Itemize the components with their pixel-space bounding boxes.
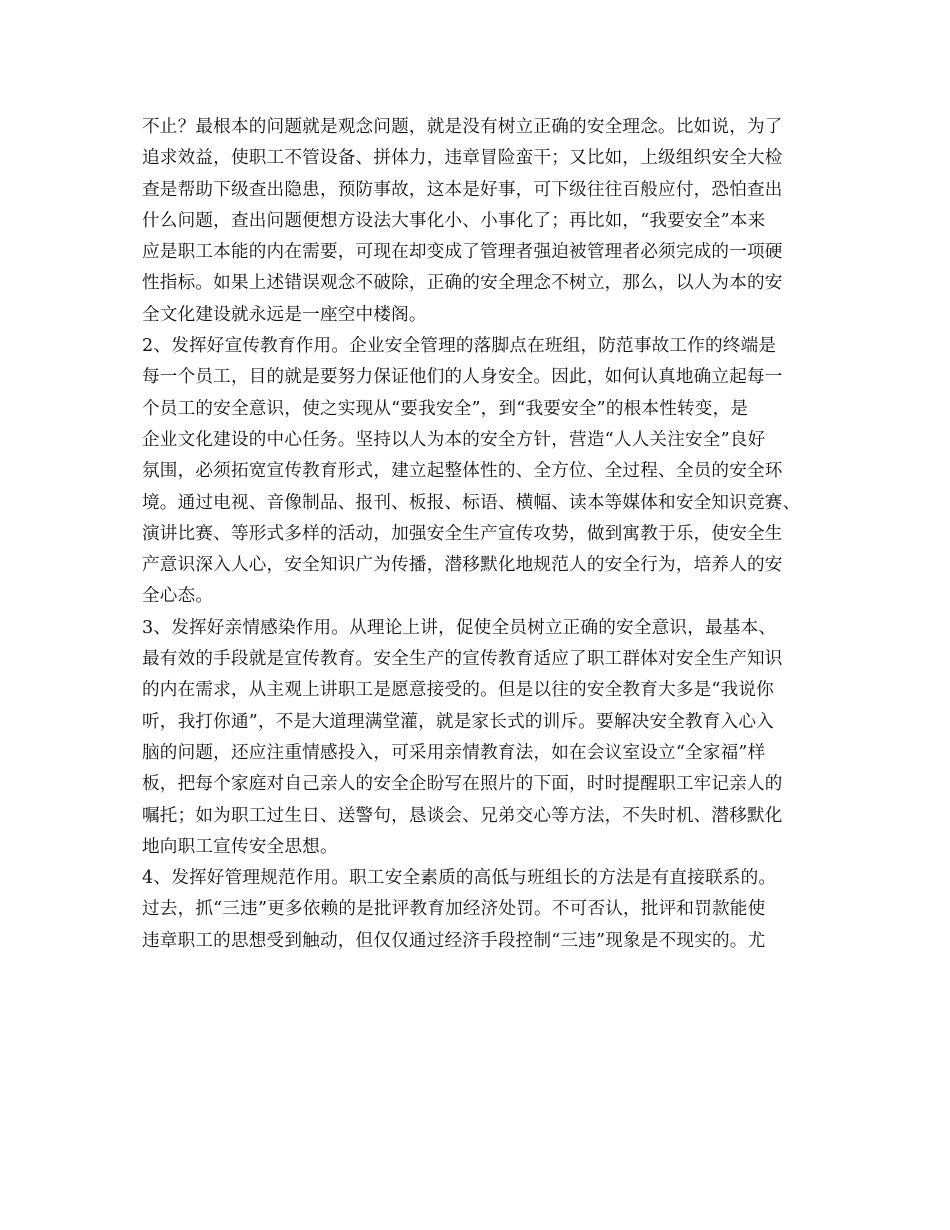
section-heading-line: 4、发挥好管理规范作用。职工安全素质的高低与班组长的方法是有直接联系的。 bbox=[142, 868, 777, 889]
text-line: 脑的问题，还应注重情感投入，可采用亲情教育法，如在会议室设立“全家福”样 bbox=[142, 742, 766, 763]
text-line: 个员工的安全意识，使之实现从“要我安全”，到“我要安全”的根本性转变，是 bbox=[142, 398, 749, 419]
text-line: 追求效益，使职工不管设备、拼体力，违章冒险蛮干；又比如，上级组织安全大检 bbox=[142, 148, 783, 169]
text-line: 性指标。如果上述错误观念不破除，正确的安全理念不树立，那么，以人为本的安 bbox=[142, 273, 783, 294]
text-line: 全文化建设就永远是一座空中楼阁。 bbox=[142, 304, 427, 325]
text-line: 境。通过电视、音像制品、报刊、板报、标语、横幅、读本等媒体和安全知识竞赛、 bbox=[142, 492, 801, 513]
text-line: 违章职工的思想受到触动，但仅仅通过经济手段控制“三违”现象是不现实的。尤 bbox=[142, 930, 766, 951]
text-line: 查是帮助下级查出隐患，预防事故，这本是好事，可下级往往百般应付，恐怕查出 bbox=[142, 179, 783, 200]
text-line: 的内在需求，从主观上讲职工是愿意接受的。但是以往的安全教育大多是“我说你 bbox=[142, 680, 774, 701]
text-line: 什么问题，查出问题便想方设法大事化小、小事化了；再比如，“我要安全”本来 bbox=[142, 210, 766, 231]
document-body bbox=[142, 112, 832, 957]
text-line: 地向职工宣传安全思想。 bbox=[142, 836, 338, 857]
text-line: 板，把每个家庭对自己亲人的安全企盼写在照片的下面，时时提醒职工牢记亲人的 bbox=[142, 774, 783, 795]
text-line: 每一个员工，目的就是要努力保证他们的人身安全。因此，如何认真地确立起每一 bbox=[142, 367, 783, 388]
text-line: 企业文化建设的中心任务。坚持以人为本的安全方针，营造“人人关注安全”良好 bbox=[142, 429, 766, 450]
text-line: 听，我打你通”，不是大道理满堂灌，就是家长式的训斥。要解决安全教育入心入 bbox=[142, 711, 774, 732]
section-heading-line: 3、发挥好亲情感染作用。从理论上讲，促使全员树立正确的安全意识，最基本、 bbox=[142, 617, 777, 638]
text-line: 氛围，必须拓宽宣传教育形式，建立起整体性的、全方位、全过程、全员的安全环 bbox=[142, 461, 783, 482]
text-line: 过去，抓“三违”更多依赖的是批评教育加经济处罚。不可否认，批评和罚款能使 bbox=[142, 899, 766, 920]
text-line: 不止？最根本的问题就是观念问题，就是没有树立正确的安全理念。比如说，为了 bbox=[142, 117, 783, 137]
text-line: 演讲比赛、等形式多样的活动，加强安全生产宣传攻势，做到寓教于乐，使安全生 bbox=[142, 523, 783, 544]
text-line: 嘱托；如为职工过生日、送警句，恳谈会、兄弟交心等方法，不失时机、潜移默化 bbox=[142, 805, 783, 826]
section-heading-line: 2、发挥好宣传教育作用。企业安全管理的落脚点在班组，防范事故工作的终端是 bbox=[142, 336, 777, 357]
text-line: 应是职工本能的内在需要，可现在却变成了管理者强迫被管理者必须完成的一项硬 bbox=[142, 242, 783, 263]
text-line: 全心态。 bbox=[142, 586, 214, 607]
text-line: 产意识深入人心，安全知识广为传播，潜移默化地规范人的安全行为，培养人的安 bbox=[142, 555, 783, 576]
text-line: 最有效的手段就是宣传教育。安全生产的宣传教育适应了职工群体对安全生产知识 bbox=[142, 649, 783, 670]
